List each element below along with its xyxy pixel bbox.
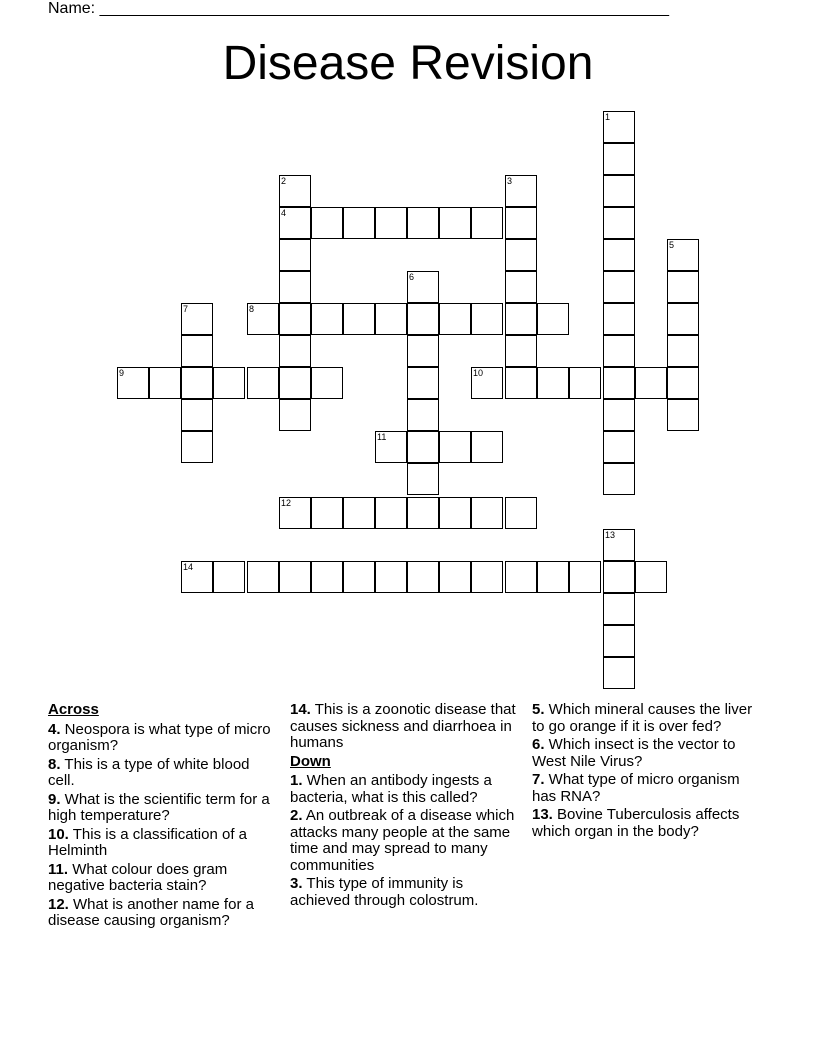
grid-cell[interactable] (343, 207, 375, 239)
cell-number: 10 (473, 368, 484, 378)
grid-cell[interactable] (505, 303, 537, 335)
grid-cell[interactable] (667, 335, 699, 367)
grid-cell[interactable] (471, 561, 503, 593)
clues-column-3 (532, 702, 764, 842)
clue-down-7: 7. What type of micro organism has RNA? (532, 771, 740, 805)
clue-across-10: 10. This is a classification of a Helminth (48, 825, 247, 859)
grid-cell[interactable] (537, 367, 569, 399)
grid-cell[interactable] (569, 561, 601, 593)
cell-number: 8 (249, 304, 255, 314)
grid-cell[interactable] (407, 367, 439, 399)
grid-cell[interactable] (181, 399, 213, 431)
cell-number: 2 (281, 176, 287, 186)
grid-cell[interactable] (667, 367, 699, 399)
grid-cell[interactable] (505, 207, 537, 239)
grid-cell[interactable] (343, 303, 375, 335)
clue-down-13: 13. Bovine Tuberculosis affects which organ in the body? (532, 806, 740, 840)
grid-cell[interactable] (181, 303, 213, 335)
grid-cell[interactable] (471, 303, 503, 335)
grid-cell[interactable] (279, 561, 311, 593)
grid-cell[interactable] (407, 335, 439, 367)
grid-cell[interactable] (471, 497, 503, 529)
grid-cell[interactable] (149, 367, 181, 399)
grid-cell[interactable] (603, 303, 635, 335)
grid-cell[interactable] (603, 271, 635, 303)
grid-cell[interactable] (603, 593, 635, 625)
grid-cell[interactable] (311, 207, 343, 239)
grid-cell[interactable] (471, 431, 503, 463)
grid-cell[interactable] (343, 497, 375, 529)
grid-cell[interactable] (343, 561, 375, 593)
grid-cell[interactable] (635, 367, 667, 399)
grid-cell[interactable] (279, 271, 311, 303)
grid-cell[interactable] (375, 497, 407, 529)
clue-across-4: 4. Neospora is what type of micro organism? (48, 720, 271, 754)
clue-across-11: 11. What colour does gram negative bacteria stain? (48, 860, 228, 894)
grid-cell[interactable] (181, 431, 213, 463)
grid-cell[interactable] (375, 431, 407, 463)
grid-cell[interactable] (603, 335, 635, 367)
clue-across-9: 9. What is the scientific term for a high temperature? (48, 790, 270, 824)
grid-cell[interactable] (603, 463, 635, 495)
cell-number: 13 (605, 530, 616, 540)
clue-down-6: 6. Which insect is the vector to West Nile Virus? (532, 736, 736, 770)
cell-number: 7 (183, 304, 189, 314)
grid-cell[interactable] (407, 271, 439, 303)
cell-number: 5 (669, 240, 675, 250)
grid-cell[interactable] (439, 431, 471, 463)
grid-cell[interactable] (311, 497, 343, 529)
grid-cell[interactable] (407, 463, 439, 495)
grid-cell[interactable] (407, 207, 439, 239)
grid-cell[interactable] (247, 303, 279, 335)
clue-down-2: 2. An outbreak of a disease which attacks many people at the same time and may spread to many communities (290, 807, 515, 874)
grid-cell[interactable] (407, 303, 439, 335)
grid-cell[interactable] (603, 207, 635, 239)
grid-cell[interactable] (181, 561, 213, 593)
grid-cell[interactable] (603, 111, 635, 143)
cell-number: 11 (377, 432, 387, 442)
grid-cell[interactable] (603, 561, 635, 593)
clue-across-12: 12. What is another name for a disease causing organism? (48, 895, 254, 929)
grid-cell[interactable] (667, 399, 699, 431)
grid-cell[interactable] (505, 335, 537, 367)
grid-cell[interactable] (439, 207, 471, 239)
grid-cell[interactable] (279, 303, 311, 335)
clues-column-2 (290, 702, 522, 911)
clue-down-5: 5. Which mineral causes the liver to go orange if it is over fed? (532, 701, 753, 735)
grid-cell[interactable] (407, 561, 439, 593)
grid-cell[interactable] (603, 625, 635, 657)
grid-cell[interactable] (311, 561, 343, 593)
grid-cell[interactable] (569, 367, 601, 399)
clue-across-14: 14. This is a zoonotic disease that causes sickness and diarrhoea in humans (290, 701, 516, 751)
grid-cell[interactable] (505, 367, 537, 399)
grid-cell[interactable] (213, 561, 245, 593)
grid-cell[interactable] (181, 367, 213, 399)
grid-cell[interactable] (603, 367, 635, 399)
grid-cell[interactable] (279, 175, 311, 207)
cell-number: 9 (119, 368, 125, 378)
grid-cell[interactable] (439, 561, 471, 593)
grid-cell[interactable] (407, 497, 439, 529)
grid-cell[interactable] (603, 431, 635, 463)
grid-cell[interactable] (505, 239, 537, 271)
grid-cell[interactable] (279, 497, 311, 529)
page-title: Disease Revision (222, 37, 594, 90)
clue-down-3: 3. This type of immunity is achieved through colostrum. (290, 875, 479, 909)
clue-across-8: 8. This is a type of white blood cell. (48, 755, 250, 789)
grid-cell[interactable] (537, 561, 569, 593)
grid-cell[interactable] (117, 367, 149, 399)
grid-cell[interactable] (375, 207, 407, 239)
grid-cell[interactable] (407, 399, 439, 431)
cell-number: 4 (281, 208, 287, 218)
name-field-label: Name: ________________________________________________________________ (48, 0, 670, 17)
down-heading: Down (290, 752, 331, 770)
grid-cell[interactable] (439, 303, 471, 335)
grid-cell[interactable] (247, 367, 279, 399)
clues-column-1 (48, 702, 280, 932)
grid-cell[interactable] (439, 497, 471, 529)
cell-number: 12 (281, 498, 292, 508)
grid-cell[interactable] (311, 367, 343, 399)
grid-cell[interactable] (667, 303, 699, 335)
grid-cell[interactable] (537, 303, 569, 335)
grid-cell[interactable] (471, 367, 503, 399)
across-heading: Across (48, 701, 99, 718)
grid-cell[interactable] (311, 303, 343, 335)
grid-cell[interactable] (213, 367, 245, 399)
grid-cell[interactable] (471, 207, 503, 239)
cell-number: 14 (183, 562, 194, 572)
cell-number: 3 (507, 176, 513, 186)
grid-cell[interactable] (407, 431, 439, 463)
grid-cell[interactable] (505, 175, 537, 207)
grid-cell[interactable] (667, 271, 699, 303)
cell-number: 6 (409, 272, 415, 282)
grid-cell[interactable] (603, 529, 635, 561)
grid-cell[interactable] (375, 561, 407, 593)
cell-number: 1 (605, 112, 611, 122)
grid-cell[interactable] (603, 175, 635, 207)
grid-cell[interactable] (603, 657, 635, 689)
grid-cell[interactable] (247, 561, 279, 593)
grid-cell[interactable] (279, 207, 311, 239)
grid-cell[interactable] (505, 497, 537, 529)
grid-cell[interactable] (279, 335, 311, 367)
grid-cell[interactable] (603, 239, 635, 271)
grid-cell[interactable] (505, 271, 537, 303)
grid-cell[interactable] (279, 367, 311, 399)
grid-cell[interactable] (603, 143, 635, 175)
grid-cell[interactable] (181, 335, 213, 367)
grid-cell[interactable] (667, 239, 699, 271)
grid-cell[interactable] (375, 303, 407, 335)
grid-cell[interactable] (603, 399, 635, 431)
grid-cell[interactable] (279, 399, 311, 431)
clue-down-1: 1. When an antibody ingests a bacteria, what is this called? (290, 772, 492, 806)
grid-cell[interactable] (279, 239, 311, 271)
grid-cell[interactable] (505, 561, 537, 593)
grid-cell[interactable] (635, 561, 667, 593)
